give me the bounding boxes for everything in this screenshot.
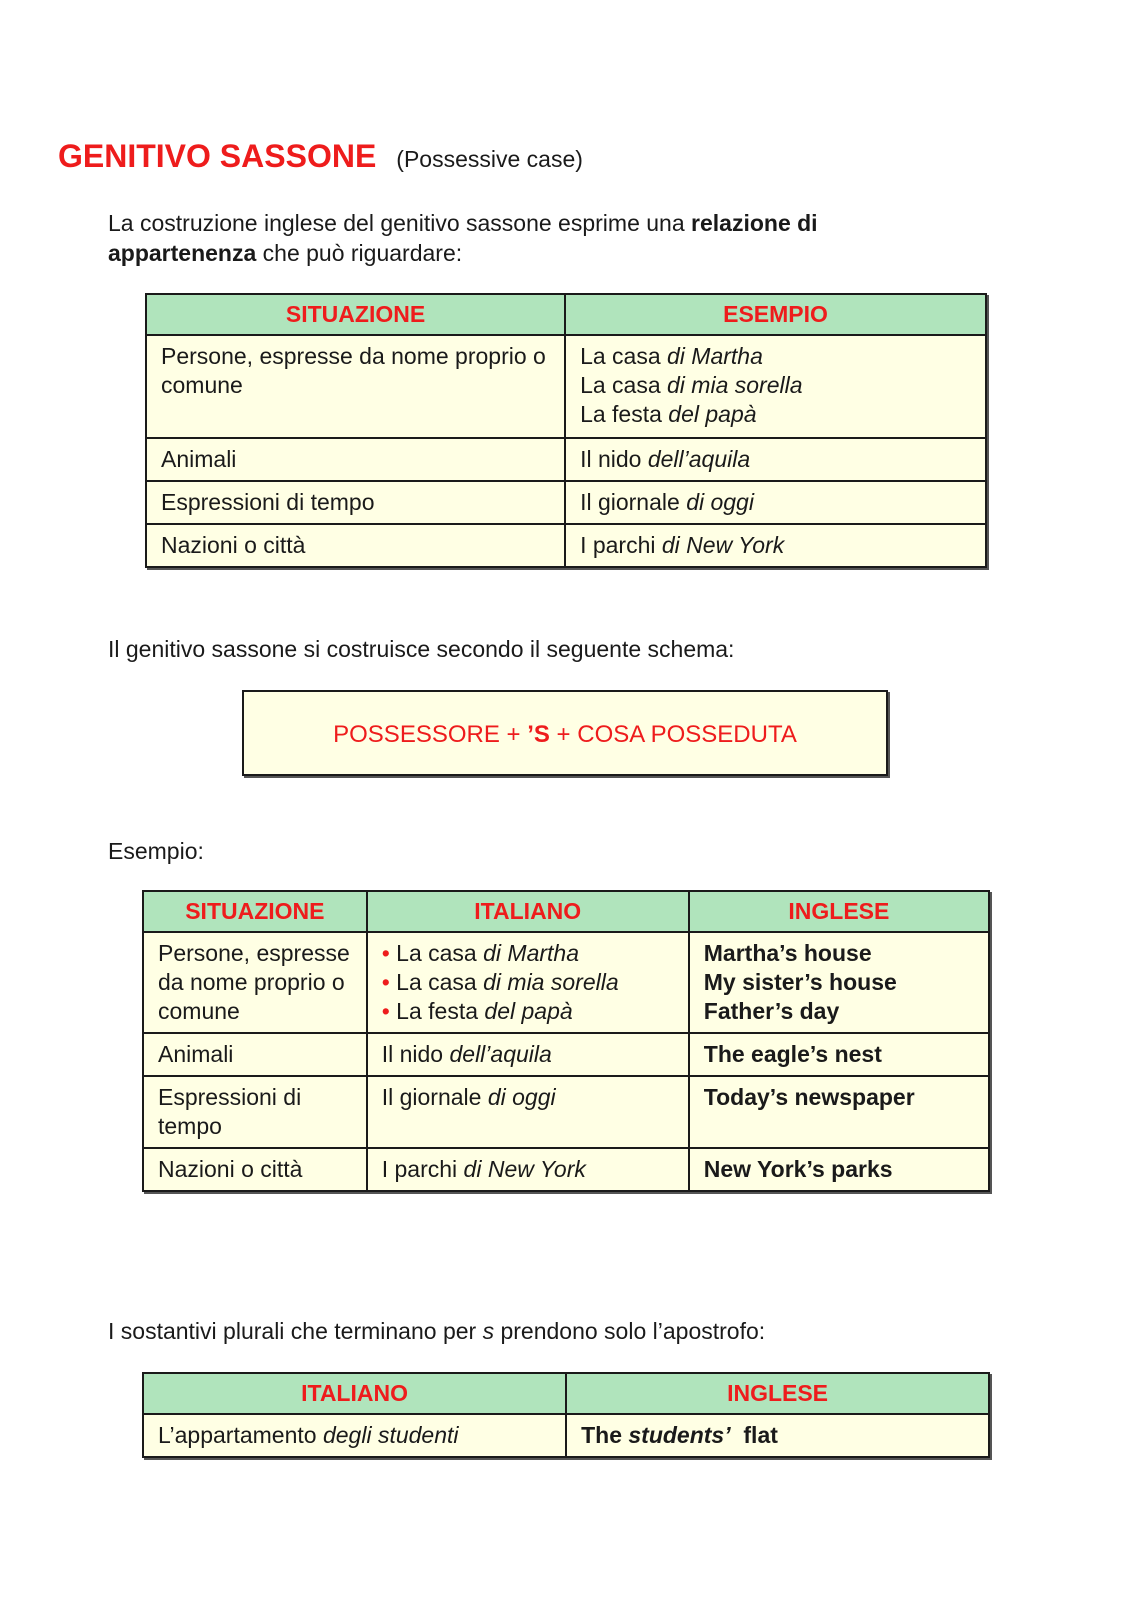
english-cell: The students’ flat	[566, 1414, 989, 1457]
english-cell: New York’s parks	[689, 1148, 989, 1191]
header-situazione: SITUAZIONE	[146, 294, 565, 335]
situations-table	[145, 293, 987, 568]
italian-cell: I parchi di New York	[367, 1148, 689, 1191]
italian-cell: Il nido dell’aquila	[367, 1033, 689, 1076]
title-main: GENITIVO SASSONE	[58, 138, 377, 174]
table-row	[143, 1033, 989, 1076]
situation-cell: Nazioni o città	[146, 524, 565, 567]
intro-text: La costruzione inglese del genitivo sassone esprime una	[108, 210, 692, 236]
header-italiano: ITALIANO	[143, 1373, 566, 1414]
title-subtitle: (Possessive case)	[396, 146, 583, 172]
example-cell: Il giornale di oggi	[565, 481, 986, 524]
table-row	[146, 438, 986, 481]
italian-cell: L’appartamento degli studenti	[143, 1414, 566, 1457]
situation-cell: Nazioni o città	[143, 1148, 367, 1191]
example-cell: Il nido dell’aquila	[565, 438, 986, 481]
table-row	[143, 1148, 989, 1191]
english-cell: Today’s newspaper	[689, 1076, 989, 1148]
table-row	[146, 481, 986, 524]
plural-intro: I sostantivi plurali che terminano per s prendono solo l’apostrofo:	[108, 1318, 766, 1344]
esempio-label: Esempio:	[108, 838, 204, 864]
table-row	[143, 932, 989, 1033]
schema-intro: Il genitivo sassone si costruisce secondo il seguente schema:	[108, 636, 735, 662]
situation-cell: Espressioni di tempo	[146, 481, 565, 524]
header-situazione: SITUAZIONE	[143, 891, 367, 932]
table-row	[143, 1414, 989, 1457]
intro-paragraph	[108, 208, 908, 268]
header-esempio: ESEMPIO	[565, 294, 986, 335]
example-cell: La casa di Martha La casa di mia sorella La festa del papà	[565, 335, 986, 438]
header-italiano: ITALIANO	[367, 891, 689, 932]
page-title	[58, 138, 583, 175]
situation-cell: Animali	[143, 1033, 367, 1076]
italian-cell: • La casa di Martha • La casa di mia sorella • La festa del papà	[367, 932, 689, 1033]
table-row	[146, 524, 986, 567]
situation-cell: Persone, espresse da nome proprio o comune	[143, 932, 367, 1033]
header-inglese: INGLESE	[566, 1373, 989, 1414]
english-cell: Martha’s house My sister’s house Father’s day	[689, 932, 989, 1033]
situation-cell: Espressioni di tempo	[143, 1076, 367, 1148]
situation-cell: Animali	[146, 438, 565, 481]
intro-text-end: che può riguardare:	[256, 240, 463, 266]
table-row	[146, 335, 986, 438]
english-cell: The eagle’s nest	[689, 1033, 989, 1076]
example-cell: I parchi di New York	[565, 524, 986, 567]
header-inglese: INGLESE	[689, 891, 989, 932]
table-row	[143, 1076, 989, 1148]
italian-cell: Il giornale di oggi	[367, 1076, 689, 1148]
plural-table	[142, 1372, 990, 1458]
schema-box: POSSESSORE + ’S + COSA POSSEDUTA	[242, 690, 888, 776]
intro-bold: relazione di appartenenza	[108, 210, 818, 266]
situation-cell: Persone, espresse da nome proprio o comune	[146, 335, 565, 438]
examples-table	[142, 890, 990, 1192]
